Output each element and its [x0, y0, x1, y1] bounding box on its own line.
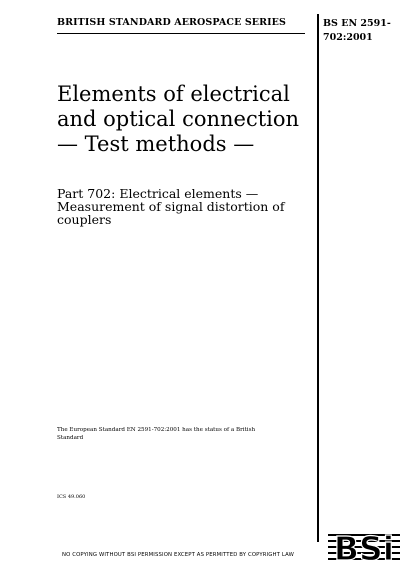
bsi-logo [328, 530, 400, 564]
copyright-notice: NO COPYING WITHOUT BSI PERMISSION EXCEPT AS PERMITTED BY COPYRIGHT LAW [62, 552, 294, 558]
vertical-rule [317, 14, 319, 542]
part-title: Part 702: Electrical elements — Measurement of signal distortion of couplers [57, 186, 285, 227]
standard-number: BS EN 2591-702:2001 [323, 18, 391, 43]
series-title: BRITISH STANDARD AEROSPACE SERIES [57, 17, 286, 28]
main-title: Elements of electrical and optical connection — Test methods — [57, 82, 300, 156]
svg-text:BSi: BSi [333, 530, 395, 564]
ics-code: ICS 49.060 [57, 494, 86, 500]
series-rule [57, 33, 305, 34]
status-note: The European Standard EN 2591-702:2001 has the status of a British Standard [57, 427, 256, 441]
